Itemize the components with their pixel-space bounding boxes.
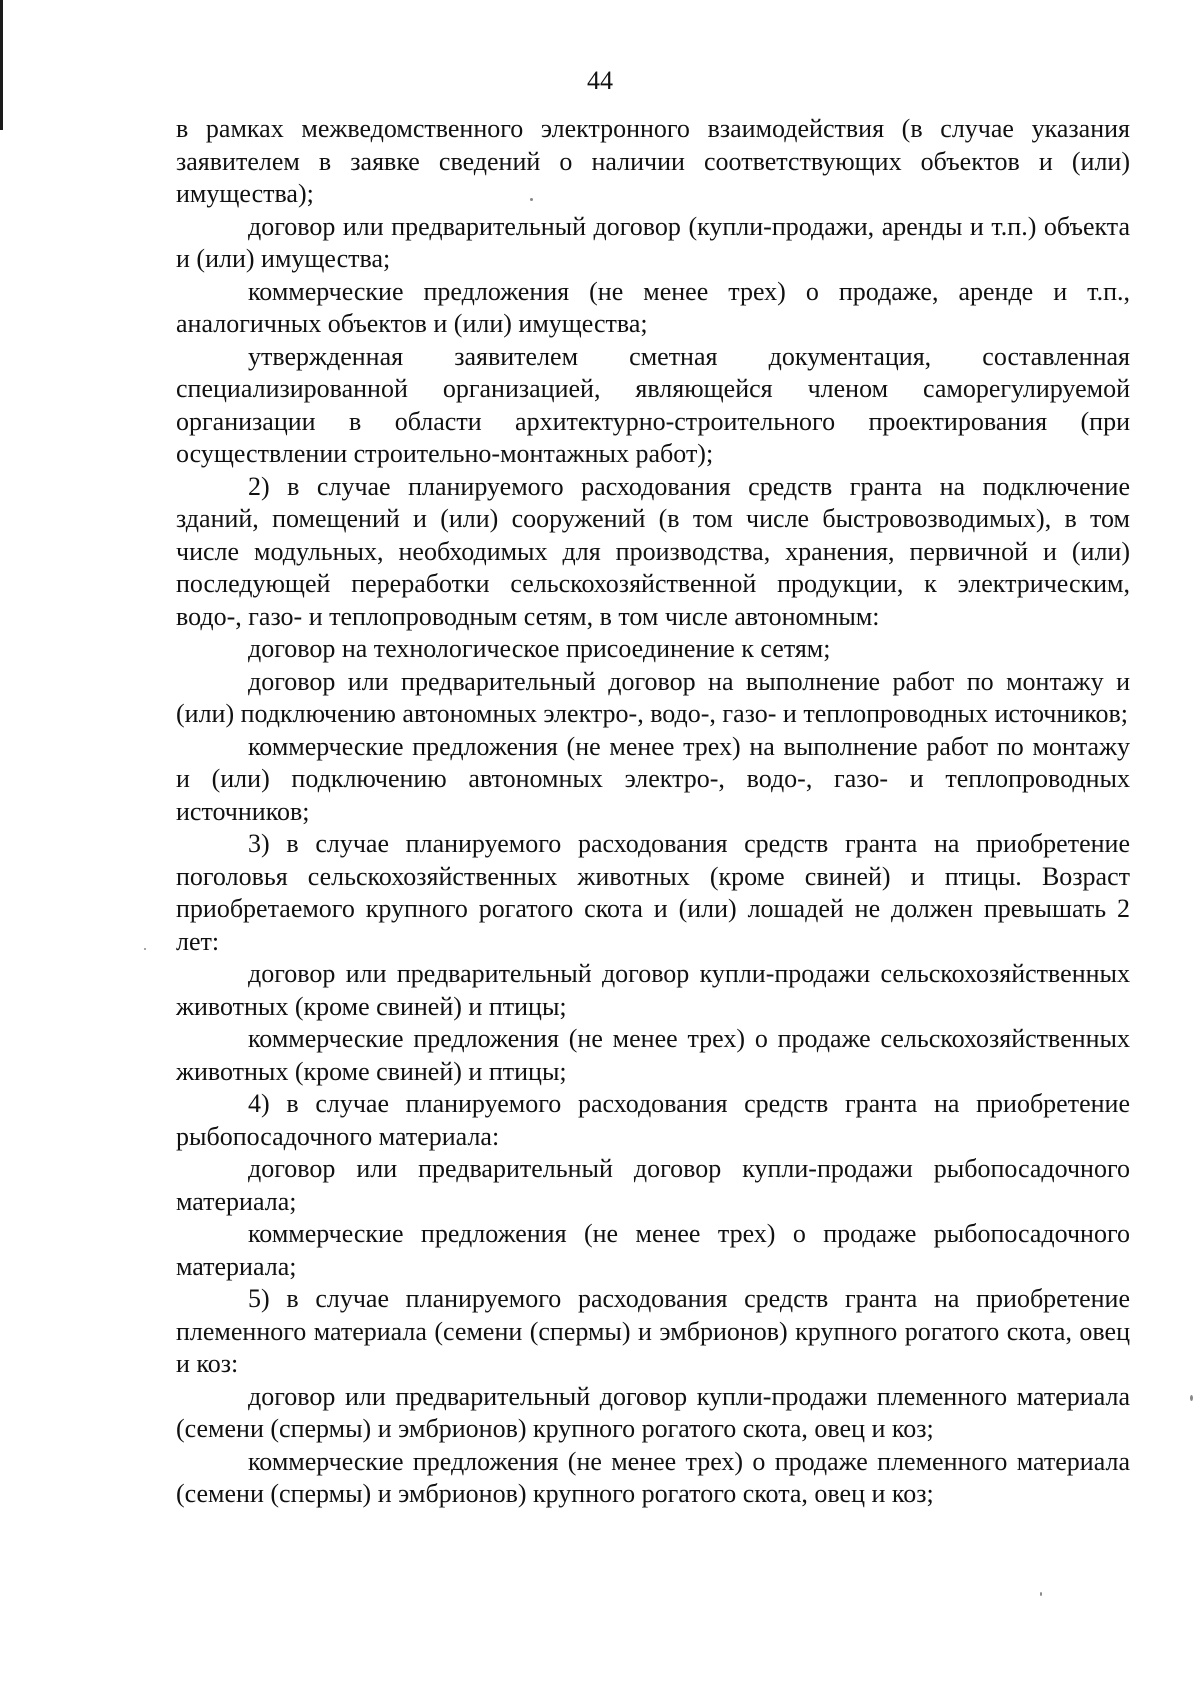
paragraph: договор или предварительный договор купли-продажи рыбопосадочного материала;	[176, 1154, 1130, 1216]
scan-edge-mark	[0, 0, 3, 130]
document-body	[176, 113, 1130, 1511]
paragraph: 5) в случае планируемого расходования средств гранта на приобретение племенного материала (семени (спермы) и эмбрионов) крупного рогатого скота, овец и коз:	[176, 1284, 1130, 1378]
paragraph: утвержденная заявителем сметная документация, составленная специализированной организацией, являющейся членом саморегулируемой организации в области архитектурно-строительного проектирования (при осуществлении строительно-монтажных работ);	[176, 341, 1130, 468]
paragraph: 2) в случае планируемого расходования средств гранта на подключение зданий, помещений и (или) сооружений (в том числе быстровозводимых), в том числе модульных, необходимых для производства, хранения, первичной и (или) последующей переработки сельскохозяйственной продукции, к электрическим, водо-, газо- и теплопроводным сетям, в том числе автономным:	[176, 471, 1130, 631]
paragraph: договор или предварительный договор (купли-продажи, аренды и т.п.) объекта и (или) имущества;	[176, 211, 1130, 273]
paragraph: коммерческие предложения (не менее трех) на выполнение работ по монтажу и (или) подключению автономных электро-, водо-, газо- и теплопроводных источников;	[176, 731, 1130, 826]
page-number: 44	[587, 66, 613, 95]
scan-speck	[1040, 1592, 1042, 1596]
scan-speck	[144, 948, 146, 950]
scan-speck	[530, 198, 533, 201]
paragraph: коммерческие предложения (не менее трех) о продаже сельскохозяйственных животных (кроме свиней) и птицы;	[176, 1024, 1130, 1086]
paragraph: 3) в случае планируемого расходования средств гранта на приобретение поголовья сельскохозяйственных животных (кроме свиней) и птицы. Возраст приобретаемого крупного рогатого скота и (или) лошадей не должен превышать 2 лет:	[176, 829, 1130, 956]
scan-speck	[1190, 1395, 1193, 1401]
paragraph: 4) в случае планируемого расходования средств гранта на приобретение рыбопосадочного материала:	[176, 1089, 1130, 1151]
paragraph: коммерческие предложения (не менее трех) о продаже племенного материала (семени (спермы) и эмбрионов) крупного рогатого скота, овец и коз;	[176, 1446, 1130, 1508]
paragraph: коммерческие предложения (не менее трех) о продаже, аренде и т.п., аналогичных объектов и (или) имущества;	[176, 276, 1130, 338]
paragraph: договор на технологическое присоединение к сетям;	[248, 634, 831, 663]
paragraph: договор или предварительный договор купли-продажи сельскохозяйственных животных (кроме свиней) и птицы;	[176, 959, 1130, 1021]
paragraph: коммерческие предложения (не менее трех) о продаже рыбопосадочного материала;	[176, 1219, 1130, 1281]
paragraph: в рамках межведомственного электронного взаимодействия (в случае указания заявителем в заявке сведений о наличии соответствующих объектов и (или) имущества);	[176, 114, 1130, 208]
paragraph: договор или предварительный договор купли-продажи племенного материала (семени (спермы) и эмбрионов) крупного рогатого скота, овец и коз;	[176, 1381, 1130, 1443]
paragraph: договор или предварительный договор на выполнение работ по монтажу и (или) подключению автономных электро-, водо-, газо- и теплопроводных источников;	[176, 666, 1130, 728]
